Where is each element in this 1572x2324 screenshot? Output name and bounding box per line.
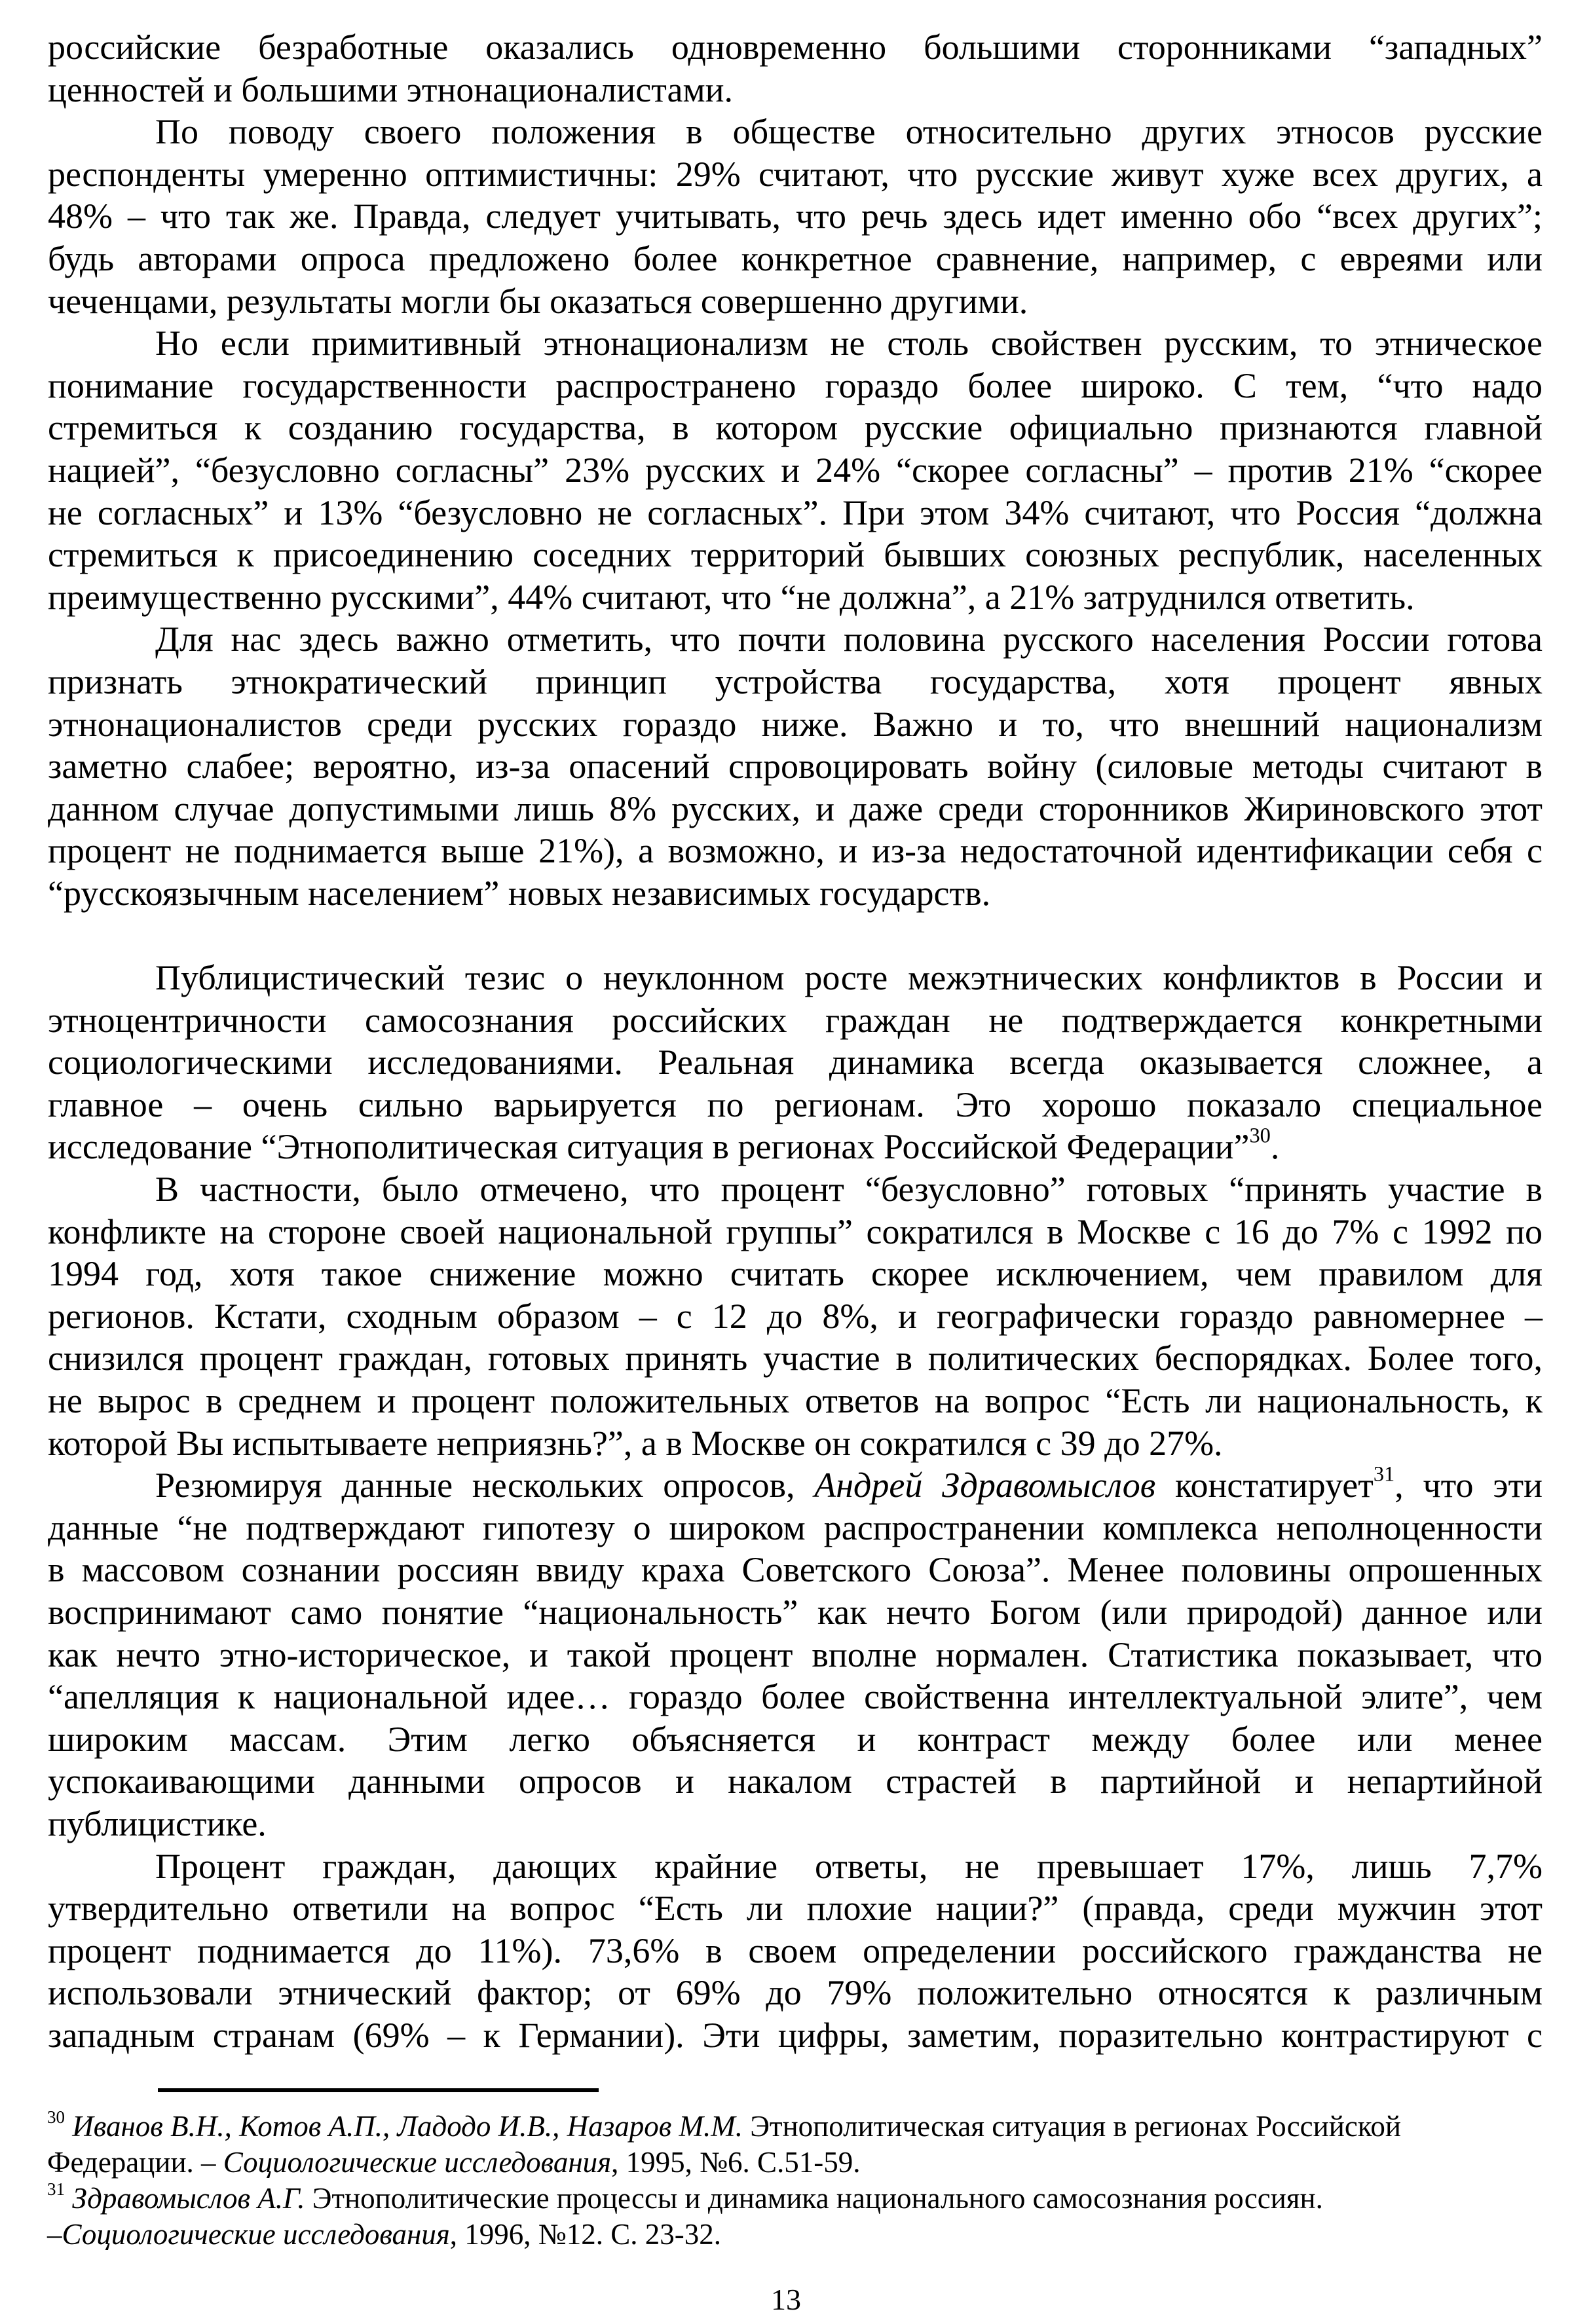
text-line (48, 1126, 1543, 1168)
text-line: главное – очень сильно варьируется по регионам. Это хорошо показало специальное (48, 1084, 1543, 1124)
footnote-ref: 30 (1249, 1124, 1271, 1149)
text-line: преимущественно русскими”, 44% считают, что “не должна”, а 21% затруднился ответить. (48, 577, 1415, 617)
text-line: широким массам. Этим легко объясняется и контраст между более или менее (48, 1719, 1543, 1759)
paragraph (48, 111, 1543, 322)
italic-text: Иванов В.Н., Котов А.П., Ладодо И.В., Назаров М.М. (72, 2110, 743, 2143)
text-span (65, 2110, 72, 2143)
text-line: 48% – что так же. Правда, следует учитывать, что речь здесь идет именно обо “всех других”; (48, 196, 1543, 236)
text-line: признать этнократический принцип устройства государства, хотя процент явных (48, 661, 1543, 701)
text-line: стремиться к созданию государства, в котором русские официально признаются главной (48, 408, 1543, 448)
footnote (47, 2181, 1541, 2253)
text-line: стремиться к присоединению соседних территорий бывших союзных республик, населенных (48, 535, 1543, 575)
text-line: процент не поднимается выше 21%), а возможно, и из-за недостаточной идентификации себя с (48, 831, 1543, 871)
text-span (65, 2182, 72, 2215)
text-line (48, 1464, 1543, 1507)
text-line: конфликте на стороне своей национальной группы” сократился в Москве с 16 до 7% с 1992 по (48, 1211, 1543, 1251)
text-span: . (1270, 1127, 1280, 1167)
italic-text: Социологические исследования (223, 2146, 612, 2179)
text-line: социологическими исследованиями. Реальная динамика всегда оказывается сложнее, а (48, 1042, 1543, 1082)
text-line: регионов. Кстати, сходным образом – с 12 до 8%, и географически гораздо равномернее – (48, 1296, 1543, 1336)
page-number: 13 (771, 2283, 801, 2316)
text-line: Для нас здесь важно отметить, что почти половина русского населения России готова (155, 619, 1543, 659)
paragraph (48, 1168, 1543, 1464)
italic-text: Социологические исследования (62, 2218, 450, 2251)
text-line: В частности, было отмечено, что процент “безусловно” готовых “принять участие в (155, 1170, 1543, 1209)
text-line: публицистике. (48, 1803, 267, 1843)
text-line: заметно слабее; вероятно, из-за опасений спровоцировать войну (силовые методы считают в (48, 747, 1543, 786)
footnote-ref: 31 (47, 2179, 65, 2199)
text-line: утвердительно ответили на вопрос “Есть ли плохие нации?” (правда, среди мужчин этот (48, 1889, 1543, 1928)
italic-text: Андрей Здравомыслов (814, 1466, 1156, 1505)
text-line: 1994 год, хотя такое снижение можно считать скорее исключением, чем правилом для (48, 1254, 1543, 1294)
text-span: Резюмируя данные нескольких опросов, (155, 1466, 815, 1505)
paragraph (48, 1464, 1543, 1845)
text-line: Публицистический тезис о неуклонном росте межэтнических конфликтов в России и (155, 958, 1543, 998)
paragraph (48, 322, 1543, 618)
text-line: будь авторами опроса предложено более конкретное сравнение, например, с евреями или (48, 238, 1543, 278)
text-span: Этнополитическая ситуация в регионах Российской (742, 2110, 1401, 2143)
text-line: использовали этнический фактор; от 69% до 79% положительно относятся к различным (48, 1973, 1543, 2013)
body-text (48, 26, 1543, 2057)
footnote-line (47, 2181, 1541, 2217)
footnote (47, 2109, 1541, 2181)
text-line: этнонационалистов среди русских гораздо ниже. Важно и то, что внешний национализм (48, 704, 1543, 744)
footnote-line (47, 2109, 1541, 2145)
text-line: чеченцами, результаты могли бы оказаться совершенно другими. (48, 281, 1028, 321)
footnote-line (47, 2145, 1541, 2181)
footnotes (47, 2109, 1541, 2253)
text-line: не вырос в среднем и процент положительных ответов на вопрос “Есть ли национальность, к (48, 1381, 1543, 1420)
text-line: которой Вы испытываете неприязнь?”, а в Москве он сократился с 39 до 27%. (48, 1423, 1223, 1463)
text-span: констатирует (1155, 1466, 1374, 1505)
footnote-ref: 30 (47, 2107, 65, 2127)
text-line: ценностей и большими этнонационалистами. (48, 69, 734, 109)
text-line: понимание государственности распространено гораздо более широко. С тем, “что надо (48, 365, 1543, 405)
text-span: Федерации. – (47, 2146, 223, 2179)
text-span: Этнополитические процессы и динамика национального самосознания россиян. (305, 2182, 1323, 2215)
text-line: “русскоязычным населением” новых независимых государств. (48, 873, 991, 913)
text-span: , 1995, №6. С.51-59. (611, 2146, 861, 2179)
text-line: Процент граждан, дающих крайние ответы, не превышает 17%, лишь 7,7% (155, 1846, 1543, 1886)
text-line: нацией”, “безусловно согласны” 23% русских и 24% “скорее согласны” – против 21% “скорее (48, 450, 1543, 490)
text-line: По поводу своего положения в обществе относительно других этносов русские (155, 112, 1543, 152)
paragraph (48, 1845, 1543, 2057)
text-span: – (47, 2218, 62, 2251)
paragraph (48, 26, 1543, 111)
text-line: воспринимают само понятие “национальность” как нечто Богом (или природой) данное или (48, 1592, 1543, 1632)
text-line: западным странам (69% – к Германии). Эти цифры, заметим, поразительно контрастируют с (48, 2015, 1543, 2055)
footnote-line (47, 2217, 1541, 2253)
text-line: успокаивающими данными опросов и накалом страстей в партийной и непартийной (48, 1761, 1543, 1801)
text-line: Но если примитивный этнонационализм не столь свойствен русским, то этническое (155, 323, 1543, 363)
italic-text: Здравомыслов А.Г. (72, 2182, 305, 2215)
text-line: этноцентричности самосознания российских граждан не подтверждается конкретными (48, 1000, 1543, 1040)
text-line: данном случае допустимыми лишь 8% русских, и даже среди сторонников Жириновского этот (48, 788, 1543, 828)
paragraph (48, 957, 1543, 1168)
text-line: “апелляция к национальной идее… гораздо более свойственна интеллектуальной элите”, чем (48, 1677, 1543, 1717)
text-span: исследование “Этнополитическая ситуация в регионах Российской Федерации” (48, 1127, 1250, 1167)
footnote-separator (158, 2088, 599, 2092)
text-line: респонденты умеренно оптимистичны: 29% считают, что русские живут хуже всех других, а (48, 154, 1543, 194)
text-line: российские безработные оказались одновременно большими сторонниками “западных” (48, 28, 1543, 67)
text-line: снизился процент граждан, готовых принять участие в политических беспорядках. Более того, (48, 1338, 1543, 1378)
text-span: , что эти (1394, 1466, 1543, 1505)
text-line: не согласных” и 13% “безусловно не согласных”. При этом 34% считают, что Россия “должна (48, 492, 1543, 532)
text-span: , 1996, №12. С. 23-32. (449, 2218, 721, 2251)
text-line: как нечто этно-историческое, и такой процент вполне нормален. Статистика показывает, что (48, 1634, 1543, 1674)
footnote-ref: 31 (1373, 1462, 1395, 1486)
paragraph (48, 618, 1543, 914)
text-line: данные “не подтверждают гипотезу о широком распространении комплекса неполноценности (48, 1507, 1543, 1547)
text-line: в массовом сознании россиян ввиду краха Советского Союза”. Менее половины опрошенных (48, 1550, 1543, 1590)
text-line: процент поднимается до 11%). 73,6% в своем определении российского гражданства не (48, 1930, 1543, 1970)
